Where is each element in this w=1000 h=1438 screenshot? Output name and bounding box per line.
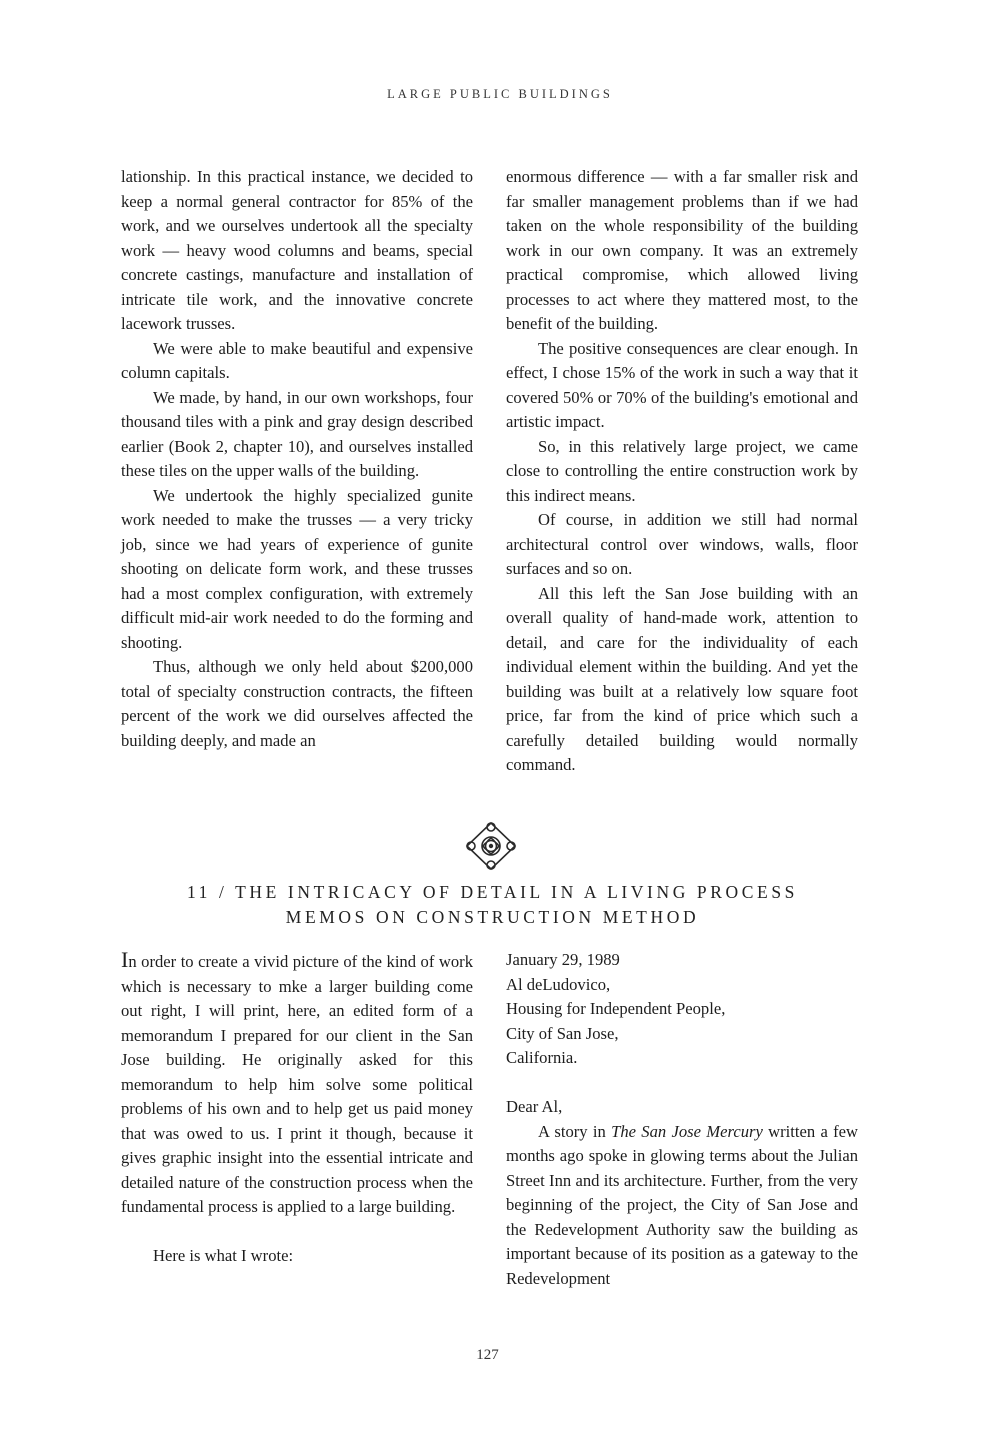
paragraph: So, in this relatively large project, we came close to controlling the entire construction work by this indirect means. [506, 436, 858, 505]
ornament-icon [463, 819, 519, 873]
paragraph-text: n order to create a vivid picture of the kind of work which is necessary to mke a larger building come out right, I will print, here, an edited form of a memorandum I prepared for our client in the San Jose building. He originally asked for this memorandum to help him solve some political problems of his own and to help get us paid money that was owed to us. I print it though, because it gives graphic insight into the essential intricate and detailed nature of the construction process when the fundamental process is applied to a large building. [121, 952, 473, 1216]
letter-date: January 29, 1989 [506, 950, 620, 969]
paragraph: We undertook the highly specialized gunite work needed to make the trusses — a very tricky job, since we had years of experience of gunite shooting on delicate form work, and these trusses had a most complex configuration, with extremely difficult mid-air work needed to do the forming and shooting. [121, 485, 473, 652]
letter-city: City of San Jose, [506, 1023, 619, 1043]
paragraph [121, 948, 473, 1220]
publication-title: The San Jose Mercury [611, 1121, 763, 1141]
paragraph: The positive consequences are clear enough. In effect, I chose 15% of the work in such a way that it covered 50% or 70% of the building's emotional and artistic impact. [506, 338, 858, 431]
paragraph: Of course, in addition we still had normal architectural control over windows, walls, floor surfaces and so on. [506, 510, 858, 578]
paragraph: enormous difference — with a far smaller risk and far smaller management problems than if we had taken on the whole responsibility of the building work in our own company. It was an extremely practical compromise, which allowed living processes to act where they mattered most, to the benefit of the building. [506, 167, 858, 333]
paragraph-text: A story in [538, 1121, 612, 1141]
paragraph-text: written a few months ago spoke in glowing terms about the Julian Street Inn and its architecture. Further, from the very beginning of the project, the City of San Jose and the Redevelopment Authority saw the building as important because of its position as a gateway to the Redevelopment [506, 1121, 859, 1288]
paragraph: We made, by hand, in our own workshops, four thousand tiles with a pink and gray design described earlier (Book 2, chapter 10), and ourselves installed these tiles on the upper walls of the building. [121, 387, 473, 480]
text-column-top-right [506, 165, 858, 778]
paragraph: lationship. In this practical instance, we decided to keep a normal general contractor for 85% of the work, and we ourselves undertook all the specialty work — heavy wood columns and beams, special concrete castings, manufacture and installation of intricate tile work, and the innovative concrete lacework trusses. [121, 167, 473, 333]
paragraph: Thus, although we only held about $200,000 total of specialty construction contracts, the fifteen percent of the work we did ourselves affected the building deeply, and made an [121, 657, 473, 750]
paragraph: All this left the San Jose building with an overall quality of hand-made work, attention to detail, and care for the individuality of each individual element within the building. And yet the building was built at a relatively low square foot price, far from the kind of price which such a carefully detailed building would normally command. [506, 583, 858, 774]
letter-organization: Housing for Independent People, [506, 999, 726, 1018]
text-column-top-left [121, 165, 473, 753]
chapter-title [0, 880, 985, 930]
text-column-bottom-right [506, 948, 858, 1291]
paragraph: Here is what I wrote: [153, 1246, 294, 1265]
drop-cap: I [121, 947, 129, 972]
chapter-title-line: 11 / THE INTRICACY OF DETAIL IN A LIVING PROCESS [186, 882, 798, 902]
text-column-bottom-left [121, 948, 473, 1269]
letter-salutation: Dear Al, [506, 1097, 563, 1116]
running-head: LARGE PUBLIC BUILDINGS [387, 87, 613, 101]
letter-state: California. [506, 1048, 578, 1067]
page-number: 127 [476, 1347, 499, 1363]
paragraph: We were able to make beautiful and expensive column capitals. [121, 338, 473, 382]
letter-addressee: Al deLudovico, [506, 974, 611, 994]
chapter-subtitle-line: MEMOS ON CONSTRUCTION METHOD [285, 907, 700, 927]
paragraph [506, 1120, 858, 1292]
